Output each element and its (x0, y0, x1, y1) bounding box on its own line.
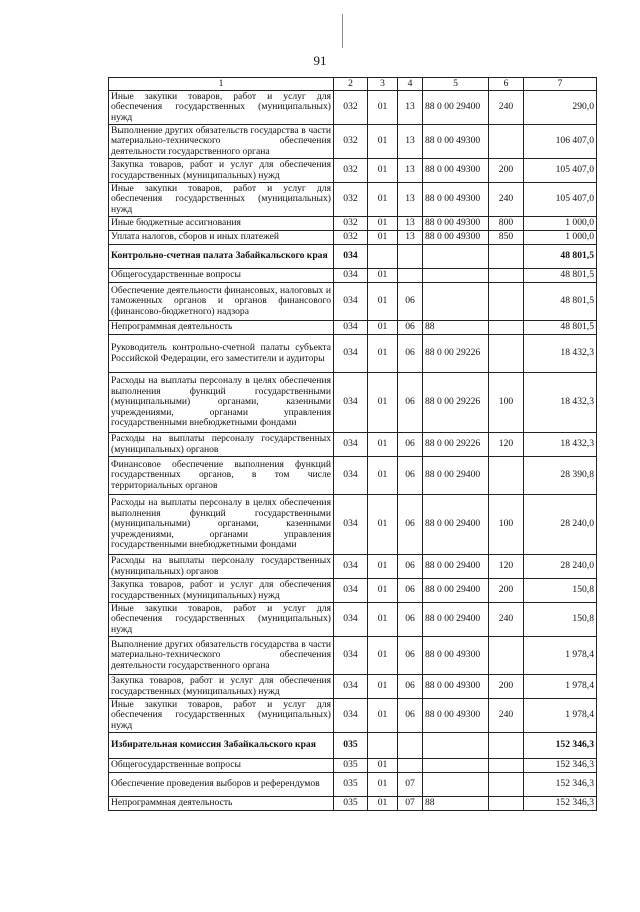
row-rz-cell: 01 (368, 433, 398, 457)
row-pr-cell (398, 733, 423, 759)
row-pr-cell: 06 (398, 699, 423, 733)
row-vr-cell: 100 (489, 373, 524, 433)
row-rz-cell: 01 (368, 269, 398, 283)
row-name-cell: Иные закупки товаров, работ и услуг для обеспечения государственных (муниципальных) нужд (109, 603, 334, 637)
row-ved-cell: 034 (334, 283, 368, 321)
table-row (109, 699, 597, 733)
row-name-cell: Закупка товаров, работ и услуг для обеспечения государственных (муниципальных) нужд (109, 159, 334, 183)
row-sum-cell: 48 801,5 (524, 283, 597, 321)
row-ved-cell: 034 (334, 555, 368, 579)
row-name-cell: Обеспечение деятельности финансовых, налоговых и таможенных органов и органов финансового (финансово-бюджетного) надзора (109, 283, 334, 321)
row-ved-cell: 034 (334, 335, 368, 373)
table-row (109, 231, 597, 245)
row-csr-cell: 88 0 00 29400 (423, 495, 489, 555)
row-vr-cell: 120 (489, 555, 524, 579)
row-name-cell: Иные закупки товаров, работ и услуг для обеспечения государственных (муниципальных) нужд (109, 183, 334, 217)
row-ved-cell: 035 (334, 797, 368, 811)
row-rz-cell: 01 (368, 579, 398, 603)
row-csr-cell: 88 0 00 49300 (423, 675, 489, 699)
row-rz-cell: 01 (368, 373, 398, 433)
row-pr-cell: 13 (398, 183, 423, 217)
row-ved-cell: 034 (334, 321, 368, 335)
row-name-cell: Выполнение других обязательств государства в части материально-технического обеспечения деятельности государственного органа (109, 125, 334, 159)
row-csr-cell (423, 759, 489, 773)
row-pr-cell: 06 (398, 457, 423, 495)
row-ved-cell: 032 (334, 91, 368, 125)
row-csr-cell (423, 733, 489, 759)
row-ved-cell: 032 (334, 231, 368, 245)
row-pr-cell: 13 (398, 125, 423, 159)
row-ved-cell: 034 (334, 269, 368, 283)
row-csr-cell: 88 0 00 29400 (423, 457, 489, 495)
row-rz-cell: 01 (368, 603, 398, 637)
row-ved-cell: 034 (334, 373, 368, 433)
row-vr-cell (489, 773, 524, 797)
row-sum-cell: 48 801,5 (524, 269, 597, 283)
row-sum-cell: 1 978,4 (524, 675, 597, 699)
table-row (109, 217, 597, 231)
row-ved-cell: 034 (334, 457, 368, 495)
row-pr-cell: 13 (398, 91, 423, 125)
row-ved-cell: 034 (334, 699, 368, 733)
row-rz-cell (368, 733, 398, 759)
row-vr-cell (489, 637, 524, 675)
row-name-cell: Расходы на выплаты персоналу в целях обеспечения выполнения функций государственными (муниципальными) органами, казенными учреждениями, органами управления государственными внебюджетными фондами (109, 373, 334, 433)
row-sum-cell: 48 801,5 (524, 321, 597, 335)
row-rz-cell: 01 (368, 555, 398, 579)
table-row (109, 159, 597, 183)
row-pr-cell: 06 (398, 579, 423, 603)
row-csr-cell: 88 0 00 49300 (423, 637, 489, 675)
row-ved-cell: 034 (334, 245, 368, 269)
row-ved-cell: 035 (334, 773, 368, 797)
row-rz-cell: 01 (368, 159, 398, 183)
row-name-cell: Иные бюджетные ассигнования (109, 217, 334, 231)
row-name-cell: Уплата налогов, сборов и иных платежей (109, 231, 334, 245)
table-row (109, 269, 597, 283)
page-number: 91 (313, 53, 327, 68)
row-vr-cell (489, 269, 524, 283)
table-row (109, 555, 597, 579)
row-name-cell: Контрольно-счетная палата Забайкальского края (109, 245, 334, 269)
row-name-cell: Иные закупки товаров, работ и услуг для обеспечения государственных (муниципальных) нужд (109, 699, 334, 733)
row-rz-cell: 01 (368, 797, 398, 811)
row-ved-cell: 034 (334, 579, 368, 603)
row-sum-cell: 105 407,0 (524, 159, 597, 183)
row-csr-cell: 88 (423, 321, 489, 335)
row-vr-cell (489, 797, 524, 811)
row-sum-cell: 18 432,3 (524, 335, 597, 373)
row-pr-cell: 06 (398, 283, 423, 321)
row-vr-cell: 200 (489, 675, 524, 699)
row-rz-cell: 01 (368, 183, 398, 217)
row-vr-cell: 240 (489, 603, 524, 637)
row-vr-cell: 240 (489, 183, 524, 217)
row-name-cell: Выполнение других обязательств государства в части материально-технического обеспечения деятельности государственного органа (109, 637, 334, 675)
row-sum-cell: 28 240,0 (524, 555, 597, 579)
row-sum-cell: 152 346,3 (524, 773, 597, 797)
row-vr-cell: 240 (489, 91, 524, 125)
row-sum-cell: 1 978,4 (524, 637, 597, 675)
budget-table (108, 77, 597, 811)
row-sum-cell: 1 978,4 (524, 699, 597, 733)
row-name-cell: Расходы на выплаты персоналу государственных (муниципальных) органов (109, 433, 334, 457)
row-vr-cell: 850 (489, 231, 524, 245)
row-rz-cell: 01 (368, 457, 398, 495)
row-rz-cell: 01 (368, 699, 398, 733)
row-pr-cell: 06 (398, 495, 423, 555)
row-vr-cell (489, 457, 524, 495)
row-sum-cell: 48 801,5 (524, 245, 597, 269)
column-header: 7 (524, 78, 597, 91)
row-pr-cell (398, 245, 423, 269)
row-pr-cell: 06 (398, 555, 423, 579)
row-ved-cell: 032 (334, 159, 368, 183)
column-header: 5 (423, 78, 489, 91)
row-pr-cell: 06 (398, 373, 423, 433)
row-csr-cell: 88 0 00 29226 (423, 433, 489, 457)
row-vr-cell (489, 245, 524, 269)
row-rz-cell: 01 (368, 125, 398, 159)
row-vr-cell (489, 733, 524, 759)
row-csr-cell (423, 269, 489, 283)
table-row (109, 603, 597, 637)
row-sum-cell: 1 000,0 (524, 217, 597, 231)
row-csr-cell: 88 (423, 797, 489, 811)
row-pr-cell: 06 (398, 637, 423, 675)
row-ved-cell: 034 (334, 675, 368, 699)
row-rz-cell: 01 (368, 759, 398, 773)
table-row (109, 579, 597, 603)
row-rz-cell: 01 (368, 495, 398, 555)
row-rz-cell: 01 (368, 675, 398, 699)
row-name-cell: Непрограммная деятельность (109, 797, 334, 811)
row-pr-cell: 06 (398, 321, 423, 335)
row-sum-cell: 1 000,0 (524, 231, 597, 245)
row-csr-cell: 88 0 00 29400 (423, 91, 489, 125)
table-row (109, 637, 597, 675)
row-pr-cell: 06 (398, 675, 423, 699)
column-header: 2 (334, 78, 368, 91)
table-row (109, 759, 597, 773)
row-ved-cell: 034 (334, 637, 368, 675)
row-sum-cell: 106 407,0 (524, 125, 597, 159)
row-csr-cell: 88 0 00 49300 (423, 699, 489, 733)
row-vr-cell (489, 335, 524, 373)
row-name-cell: Закупка товаров, работ и услуг для обеспечения государственных (муниципальных) нужд (109, 579, 334, 603)
row-sum-cell: 105 407,0 (524, 183, 597, 217)
row-pr-cell: 07 (398, 797, 423, 811)
row-name-cell: Общегосударственные вопросы (109, 759, 334, 773)
column-header: 4 (398, 78, 423, 91)
top-margin-line (342, 14, 343, 48)
row-pr-cell: 07 (398, 773, 423, 797)
row-name-cell: Расходы на выплаты персоналу в целях обеспечения выполнения функций государственными (муниципальными) органами, казенными учреждениями, органами управления государственными внебюджетными фондами (109, 495, 334, 555)
row-pr-cell: 13 (398, 159, 423, 183)
column-header: 1 (109, 78, 334, 91)
row-vr-cell: 800 (489, 217, 524, 231)
row-ved-cell: 034 (334, 603, 368, 637)
row-rz-cell (368, 245, 398, 269)
row-vr-cell (489, 759, 524, 773)
row-rz-cell: 01 (368, 637, 398, 675)
row-csr-cell (423, 773, 489, 797)
row-csr-cell: 88 0 00 49300 (423, 159, 489, 183)
row-sum-cell: 152 346,3 (524, 759, 597, 773)
row-vr-cell (489, 125, 524, 159)
row-name-cell: Руководитель контрольно-счетной палаты субъекта Российской Федерации, его заместители и аудиторы (109, 335, 334, 373)
row-vr-cell: 200 (489, 579, 524, 603)
row-vr-cell: 200 (489, 159, 524, 183)
table-header-row (109, 78, 597, 91)
row-ved-cell: 035 (334, 733, 368, 759)
column-header: 3 (368, 78, 398, 91)
row-csr-cell: 88 0 00 29400 (423, 555, 489, 579)
table-row (109, 433, 597, 457)
row-csr-cell (423, 245, 489, 269)
row-pr-cell: 06 (398, 603, 423, 637)
row-pr-cell (398, 269, 423, 283)
row-sum-cell: 150,8 (524, 603, 597, 637)
row-sum-cell: 152 346,3 (524, 797, 597, 811)
row-csr-cell: 88 0 00 49300 (423, 217, 489, 231)
row-ved-cell: 034 (334, 495, 368, 555)
row-rz-cell: 01 (368, 217, 398, 231)
row-rz-cell: 01 (368, 283, 398, 321)
row-name-cell: Закупка товаров, работ и услуг для обеспечения государственных (муниципальных) нужд (109, 675, 334, 699)
table-row (109, 733, 597, 759)
row-rz-cell: 01 (368, 231, 398, 245)
column-header: 6 (489, 78, 524, 91)
row-csr-cell: 88 0 00 49300 (423, 125, 489, 159)
row-name-cell: Обеспечение проведения выборов и референдумов (109, 773, 334, 797)
table-row (109, 91, 597, 125)
table-row (109, 183, 597, 217)
row-pr-cell: 13 (398, 217, 423, 231)
table-row (109, 245, 597, 269)
row-csr-cell: 88 0 00 29400 (423, 603, 489, 637)
table-row (109, 335, 597, 373)
row-vr-cell: 100 (489, 495, 524, 555)
row-name-cell: Непрограммная деятельность (109, 321, 334, 335)
row-csr-cell: 88 0 00 49300 (423, 231, 489, 245)
row-csr-cell: 88 0 00 29226 (423, 373, 489, 433)
table-row (109, 495, 597, 555)
row-name-cell: Общегосударственные вопросы (109, 269, 334, 283)
row-csr-cell: 88 0 00 29226 (423, 335, 489, 373)
row-csr-cell: 88 0 00 49300 (423, 183, 489, 217)
row-vr-cell (489, 283, 524, 321)
row-name-cell: Расходы на выплаты персоналу государственных (муниципальных) органов (109, 555, 334, 579)
row-pr-cell: 06 (398, 335, 423, 373)
row-name-cell: Финансовое обеспечение выполнения функций государственных органов, в том числе территориальных органов (109, 457, 334, 495)
row-rz-cell: 01 (368, 91, 398, 125)
table-row (109, 373, 597, 433)
row-rz-cell: 01 (368, 335, 398, 373)
row-sum-cell: 28 240,0 (524, 495, 597, 555)
row-sum-cell: 152 346,3 (524, 733, 597, 759)
table-row (109, 457, 597, 495)
table-row (109, 321, 597, 335)
row-vr-cell: 240 (489, 699, 524, 733)
row-sum-cell: 290,0 (524, 91, 597, 125)
row-ved-cell: 032 (334, 217, 368, 231)
row-ved-cell: 035 (334, 759, 368, 773)
row-ved-cell: 034 (334, 433, 368, 457)
table-row (109, 675, 597, 699)
row-name-cell: Иные закупки товаров, работ и услуг для обеспечения государственных (муниципальных) нужд (109, 91, 334, 125)
table-row (109, 773, 597, 797)
table-row (109, 283, 597, 321)
row-pr-cell (398, 759, 423, 773)
row-vr-cell: 120 (489, 433, 524, 457)
row-csr-cell (423, 283, 489, 321)
table-row (109, 797, 597, 811)
row-sum-cell: 28 390,8 (524, 457, 597, 495)
row-pr-cell: 13 (398, 231, 423, 245)
row-csr-cell: 88 0 00 29400 (423, 579, 489, 603)
row-ved-cell: 032 (334, 183, 368, 217)
row-pr-cell: 06 (398, 433, 423, 457)
row-name-cell: Избирательная комиссия Забайкальского края (109, 733, 334, 759)
row-sum-cell: 150,8 (524, 579, 597, 603)
row-sum-cell: 18 432,3 (524, 433, 597, 457)
row-sum-cell: 18 432,3 (524, 373, 597, 433)
row-vr-cell (489, 321, 524, 335)
row-rz-cell: 01 (368, 773, 398, 797)
row-ved-cell: 032 (334, 125, 368, 159)
row-rz-cell: 01 (368, 321, 398, 335)
table-row (109, 125, 597, 159)
